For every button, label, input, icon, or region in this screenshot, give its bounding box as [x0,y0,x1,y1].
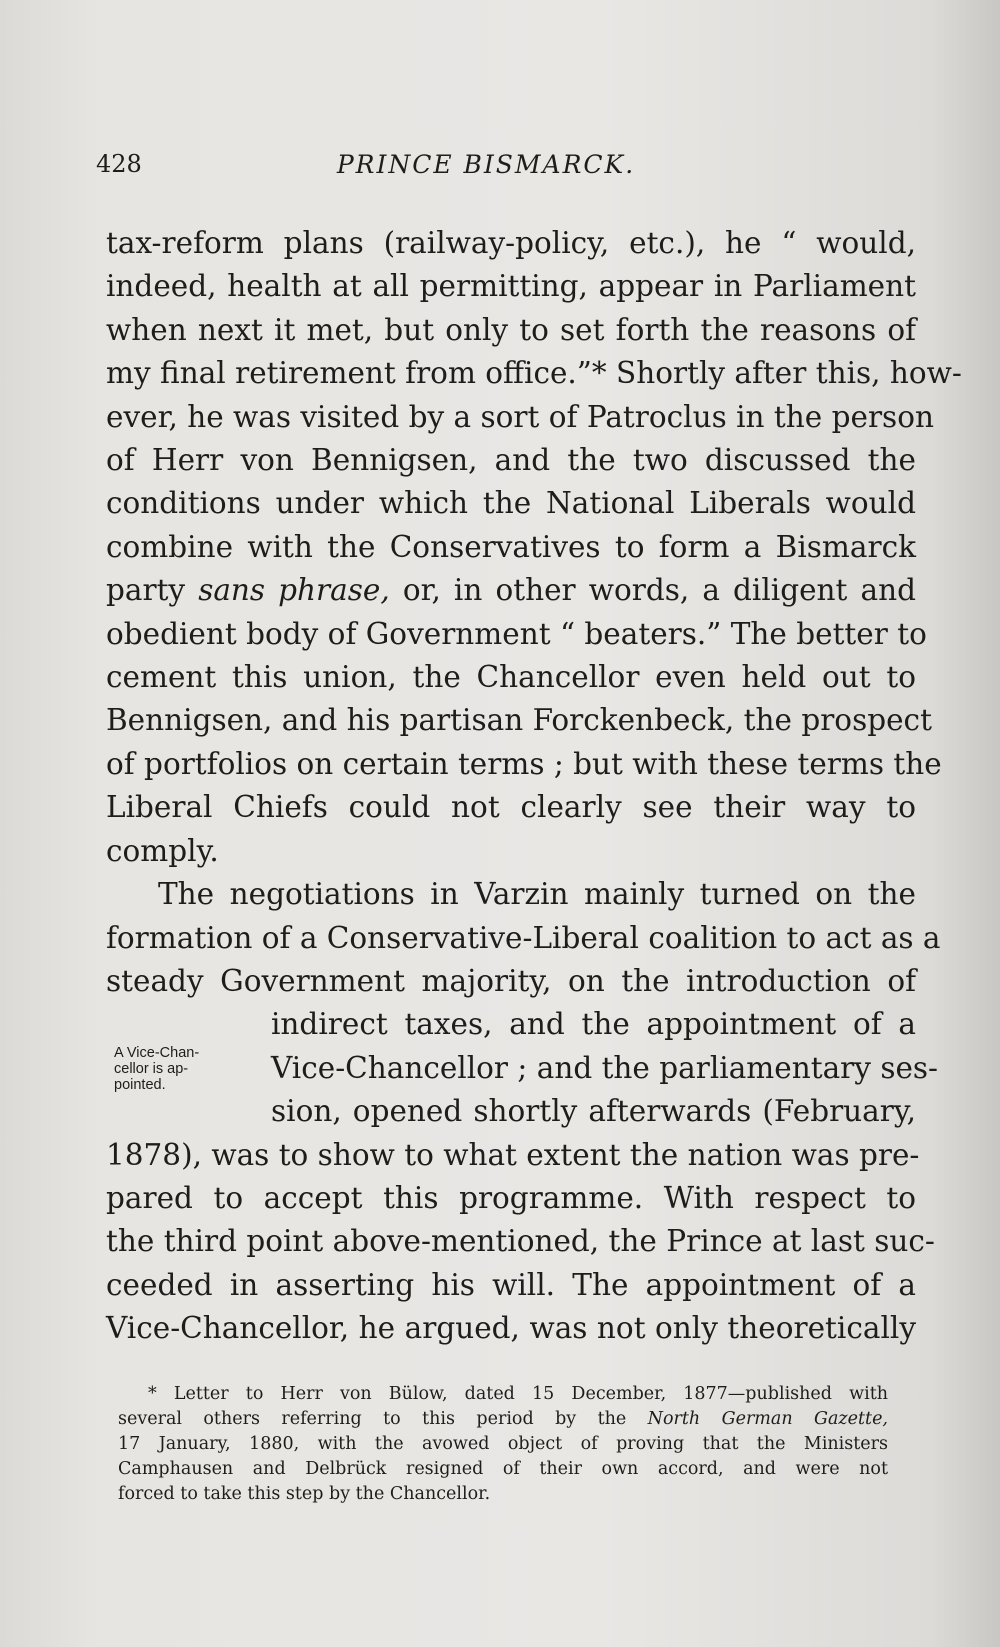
text-line: Vice-Chancellor ; and the parliamentary ses- [271,1050,939,1085]
text-line: 1878), was to show to what extent the nation was pre- [106,1137,920,1172]
text-line: Vice-Chancellor, he argued, was not only theoretically [106,1311,916,1346]
text-line: conditions under which the National Liberals would [106,486,916,521]
text-line: steady Government majority, on the introduction of [106,963,916,998]
text-line: indeed, health at all permitting, appear in Parliament [106,269,916,304]
text-line: tax-reform plans (railway-policy, etc.), he “ would, [106,226,916,260]
text-line: of portfolios on certain terms ; but with these terms the [106,746,942,781]
text-line: pared to accept this programme. With respect to [106,1180,916,1215]
running-title: PRINCE BISMARCK. [336,150,636,179]
text-line: cement this union, the Chancellor even held out to [106,660,916,695]
margin-note-line: pointed. [114,1077,166,1093]
text-line: ever, he was visited by a sort of Patroclus in the person [106,399,934,434]
text-line: when next it met, but only to set forth the reasons of [106,312,916,347]
italic-phrase: sans phrase, [198,573,390,608]
margin-note-line: A Vice-Chan- [114,1045,200,1061]
text-line [106,569,916,612]
text-line: indirect taxes, and the appointment of a [271,1007,916,1042]
text-line: the third point above-mentioned, the Prince at last suc- [106,1224,935,1259]
line-segment: or, in other words, a diligent and [389,573,916,608]
text-line: sion, opened shortly afterwards (February, [271,1094,916,1129]
footnote [118,1382,888,1507]
page-header [96,150,876,186]
text-line: comply. [106,833,219,868]
text-line: ceeded in asserting his will. The appointment of a [106,1267,916,1302]
footnote-line: Camphausen and Delbrück resigned of their own accord, and were not [118,1459,888,1479]
line-segment: several others referring to this period by the [118,1409,648,1429]
text-line: Liberal Chiefs could not clearly see their way to [106,790,916,825]
footnote-line [118,1407,888,1432]
footnote-line: * Letter to Herr von Bülow, dated 15 December, 1877—published with [148,1384,888,1404]
line-segment: party [106,573,199,608]
text-line: obedient body of Government “ beaters.” The better to [106,616,927,651]
italic-phrase: North German Gazette, [647,1409,888,1429]
margin-note-line: cellor is ap- [114,1061,189,1077]
text-line: my final retirement from office.”* Shortly after this, how- [106,356,962,391]
footnote-line: 17 January, 1880, with the avowed object of proving that the Ministers [118,1434,888,1454]
text-line: Bennigsen, and his partisan Forckenbeck, the prospect [106,703,932,738]
body-text [106,222,962,1351]
text-line: of Herr von Bennigsen, and the two discussed the [106,443,916,478]
footnote-line: forced to take this step by the Chancellor. [118,1484,491,1504]
page-number: 428 [96,150,142,178]
text-line: formation of a Conservative-Liberal coalition to act as a [106,920,941,955]
text-line: The negotiations in Varzin mainly turned on the [158,877,916,912]
margin-note [114,1045,254,1093]
text-line: combine with the Conservatives to form a Bismarck [106,529,916,564]
